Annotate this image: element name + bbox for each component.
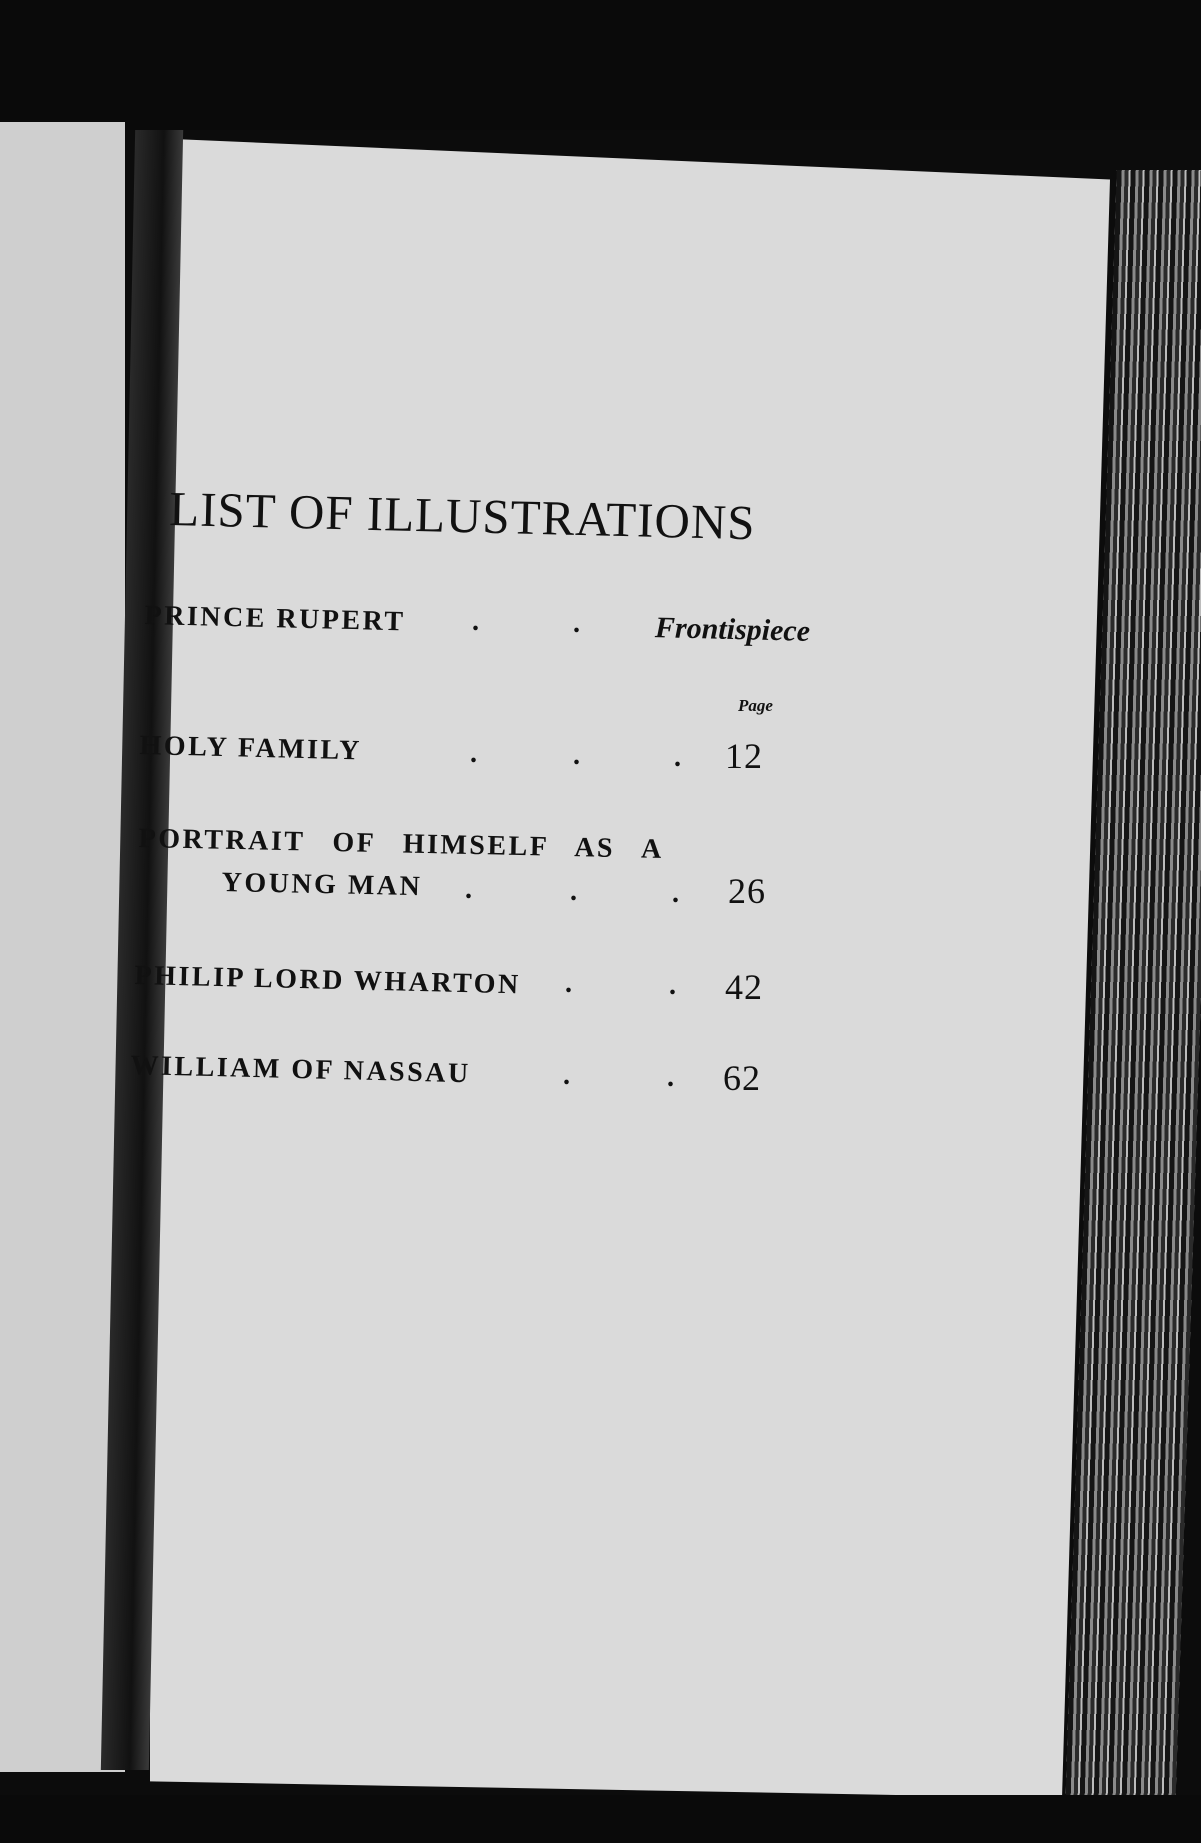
entry-label-holy-family: HOLY FAMILY bbox=[139, 730, 363, 767]
entry-label-prince-rupert: PRINCE RUPERT bbox=[144, 600, 406, 638]
entry-label-william-of-nassau: WILLIAM OF NASSAU bbox=[130, 1050, 472, 1090]
page-column-label: Page bbox=[738, 696, 773, 715]
entry-page-william-of-nassau: 62 bbox=[723, 1058, 761, 1098]
entry-label-philip-lord-wharton: PHILIP LORD WHARTON bbox=[134, 960, 522, 1001]
leader-dot: . bbox=[573, 608, 580, 639]
leader-dot: . bbox=[470, 738, 477, 769]
leader-dot: . bbox=[672, 878, 679, 909]
leader-dot: . bbox=[465, 874, 472, 905]
entry-page-holy-family: 12 bbox=[725, 736, 763, 776]
leader-dot: . bbox=[570, 876, 577, 907]
entry-page-philip-lord-wharton: 42 bbox=[725, 967, 763, 1007]
entry-label-portrait-line1: PORTRAIT OF HIMSELF AS A bbox=[138, 823, 665, 865]
entry-label-portrait-line2: YOUNG MAN bbox=[221, 867, 423, 903]
leader-dot: . bbox=[565, 968, 572, 999]
page-title: LIST OF ILLUSTRATIONS bbox=[168, 480, 757, 551]
leader-dot: . bbox=[472, 606, 479, 637]
leader-dot: . bbox=[667, 1062, 674, 1093]
leader-dot: . bbox=[674, 742, 681, 773]
leader-dot: . bbox=[669, 970, 676, 1001]
entry-location-frontispiece: Frontispiece bbox=[654, 611, 811, 648]
leader-dot: . bbox=[573, 740, 580, 771]
entry-page-portrait: 26 bbox=[728, 871, 766, 911]
leader-dot: . bbox=[563, 1060, 570, 1091]
